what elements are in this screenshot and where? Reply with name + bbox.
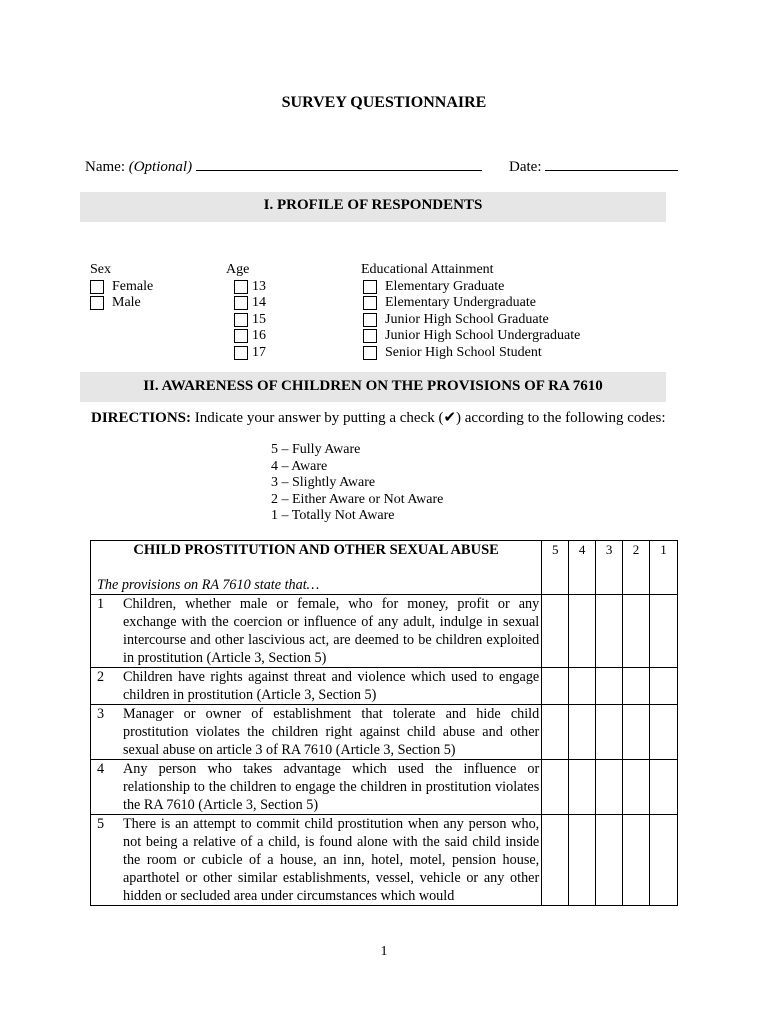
option-label: 16 [252,328,266,343]
name-underline[interactable] [196,158,482,171]
score-cell-3[interactable] [596,595,623,668]
code-5: 5 – Fully Aware [271,442,361,457]
directions-label: DIRECTIONS: [91,410,192,426]
option-label: Elementary Graduate [385,278,505,294]
score-header-2: 2 [623,541,650,595]
checkbox[interactable] [363,280,377,294]
option-label: Female [112,278,154,294]
code-2: 2 – Either Aware or Not Aware [271,491,444,507]
score-cell-4[interactable] [569,668,596,705]
score-cell-4[interactable] [569,760,596,815]
score-cell-5[interactable] [542,668,569,705]
item-text: Any person who takes advantage which used the influence or relationship to the children to engage the children in prostitution violates the RA 7610 (Article 3, Section 5) [123,761,540,813]
page-title: SURVEY QUESTIONNAIRE [281,94,487,111]
score-cell-3[interactable] [596,815,623,906]
page-number: 1 [380,944,388,959]
option-label: 13 [252,278,266,294]
section2-header: II. AWARENESS OF CHILDREN ON THE PROVISIONS OF RA 7610 [80,372,666,402]
date-label: Date: [509,159,542,175]
item-cell [91,705,542,760]
table-row [91,815,678,906]
option-label: 15 [252,311,266,327]
checkbox[interactable] [90,280,104,294]
age-option-17[interactable] [234,345,266,362]
score-cell-2[interactable] [623,815,650,906]
checkbox[interactable] [363,313,377,327]
name-optional-note: (Optional) [128,159,193,175]
score-cell-3[interactable] [596,705,623,760]
name-label: Name: [85,159,125,175]
table-row [91,760,678,815]
score-header-3: 3 [596,541,623,595]
age-group [226,262,266,361]
code-1: 1 – Totally Not Aware [271,508,395,523]
checkbox[interactable] [234,346,248,360]
education-option-shs-student[interactable] [363,345,580,362]
checkbox[interactable] [234,280,248,294]
table-row [91,705,678,760]
item-number: 1 [97,596,105,612]
education-option-elementary-undergraduate[interactable] [363,295,580,312]
date-underline[interactable] [545,158,678,171]
directions [91,408,666,427]
education-option-jhs-undergraduate[interactable] [363,328,580,345]
score-cell-2[interactable] [623,705,650,760]
score-cell-5[interactable] [542,815,569,906]
score-cell-1[interactable] [650,668,678,705]
table-header-subtitle: The provisions on RA 7610 state that… [97,577,320,593]
score-cell-5[interactable] [542,705,569,760]
item-cell [91,760,542,815]
option-label: Junior High School Undergraduate [385,328,581,343]
option-label: Elementary Undergraduate [385,295,536,310]
age-option-15[interactable] [234,312,266,329]
name-field[interactable] [85,158,482,176]
item-number: 5 [97,816,105,832]
option-label: Junior High School Graduate [385,311,549,327]
checkbox[interactable] [363,329,377,343]
table-row [91,595,678,668]
code-3: 3 – Slightly Aware [271,475,376,490]
age-option-16[interactable] [234,328,266,345]
score-header-4: 4 [569,541,596,595]
score-cell-5[interactable] [542,760,569,815]
score-cell-4[interactable] [569,595,596,668]
option-label: 17 [252,344,266,360]
item-number: 2 [97,669,105,685]
score-cell-4[interactable] [569,705,596,760]
table-header-row [91,541,678,595]
education-group [361,262,580,361]
sex-option-female[interactable] [90,279,153,296]
code-legend [271,442,443,525]
table-header-title: CHILD PROSTITUTION AND OTHER SEXUAL ABUSE [133,542,499,558]
education-option-jhs-graduate[interactable] [363,312,580,329]
item-text: Manager or owner of establishment that tolerate and hide child prostitution violates the children right against child abuse and other sexual abuse on article 3 of RA 7610 (Article 3, Section 5) [123,706,540,758]
section1-header: I. PROFILE OF RESPONDENTS [80,192,666,222]
table-row [91,668,678,705]
item-cell [91,815,542,906]
score-cell-2[interactable] [623,760,650,815]
code-4: 4 – Aware [271,458,328,474]
sex-label: Sex [90,262,111,277]
item-number: 4 [97,761,105,777]
checkbox[interactable] [234,313,248,327]
item-number: 3 [97,706,105,722]
score-cell-2[interactable] [623,595,650,668]
checkbox[interactable] [363,346,377,360]
score-cell-1[interactable] [650,705,678,760]
age-option-13[interactable] [234,279,266,296]
score-cell-2[interactable] [623,668,650,705]
score-cell-1[interactable] [650,595,678,668]
option-label: Senior High School Student [385,344,542,360]
score-cell-4[interactable] [569,815,596,906]
score-cell-1[interactable] [650,760,678,815]
score-cell-3[interactable] [596,668,623,705]
age-option-14[interactable] [234,295,266,312]
checkbox[interactable] [363,296,377,310]
item-cell [91,668,542,705]
score-cell-3[interactable] [596,760,623,815]
score-cell-5[interactable] [542,595,569,668]
age-label: Age [226,262,250,277]
score-cell-1[interactable] [650,815,678,906]
sex-group [90,262,153,312]
education-option-elementary-graduate[interactable] [363,279,580,296]
item-cell [91,595,542,668]
table-header [91,541,542,595]
sex-option-male[interactable] [90,295,153,312]
checkbox[interactable] [234,296,248,310]
option-label: Male [112,295,141,310]
date-field[interactable] [509,158,678,176]
checkbox[interactable] [90,296,104,310]
score-header-5: 5 [542,541,569,595]
option-label: 14 [252,295,266,310]
education-label: Educational Attainment [361,262,494,277]
checkbox[interactable] [234,329,248,343]
item-text: Children have rights against threat and violence which used to engage children in prostitution (Article 3, Section 5) [123,669,540,703]
item-text: There is an attempt to commit child prostitution when any person who, not being a relative of a child, is found alone with the said child inside the room or cubicle of a house, an inn, hotel, motel, pension house, aparthotel or other similar establishments, vessel, vehicle or any other hidden or secluded area under circumstances which would [123,816,540,904]
survey-table [90,540,678,906]
directions-text: Indicate your answer by putting a check (✔) according to the following codes: [194,410,666,426]
item-text: Children, whether male or female, who for money, profit or any exchange with the coercion or influence of any adult, indulge in sexual intercourse and other lascivious act, are deemed to be children exploited in prostitution (Article 3, Section 5) [123,596,540,666]
score-header-1: 1 [650,541,678,595]
